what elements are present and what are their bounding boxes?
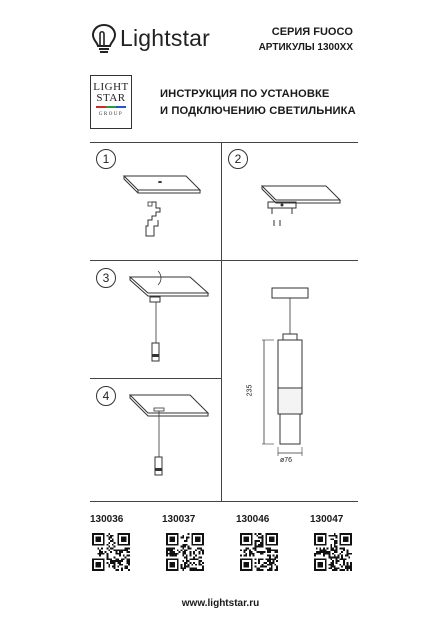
website-link[interactable]: www.lightstar.ru <box>181 598 260 609</box>
series-title: СЕРИЯ FUOCO <box>271 26 353 38</box>
dimensions-panel <box>222 261 358 501</box>
instruction-title-line1: ИНСТРУКЦИЯ ПО УСТАНОВКЕ <box>160 88 330 100</box>
qr-code-1[interactable] <box>92 533 130 571</box>
step-3-badge: 3 <box>96 268 116 288</box>
group-logo-line1: LIGHT <box>93 81 129 93</box>
step-3-illustration <box>90 261 221 378</box>
brand-name: Lightstar <box>120 25 211 51</box>
article-code-4: 130047 <box>310 514 344 525</box>
article-code-3: 130046 <box>236 514 270 525</box>
instruction-title <box>160 86 356 120</box>
step-3-panel <box>90 261 221 378</box>
group-logo-line3: GROUP <box>98 112 124 117</box>
qr-code-3[interactable] <box>240 533 278 571</box>
step-1-badge: 1 <box>96 149 116 169</box>
step-2-panel <box>222 142 358 260</box>
article-code-1: 130036 <box>90 514 124 525</box>
group-logo-line2: STAR <box>96 92 126 104</box>
step-2-badge: 2 <box>228 149 248 169</box>
articles-label: АРТИКУЛЫ 1300XX <box>258 42 353 53</box>
lightstar-group-logo <box>90 75 132 129</box>
step-1-panel <box>90 142 221 260</box>
grid-line-bottom <box>90 501 358 502</box>
pendant-dimension-drawing <box>222 261 358 501</box>
step-4-badge: 4 <box>96 386 116 406</box>
group-logo-color-bar <box>96 106 126 108</box>
step-1-illustration <box>90 142 221 260</box>
qr-code-4[interactable] <box>314 533 352 571</box>
qr-code-2[interactable] <box>166 533 204 571</box>
step-4-illustration <box>90 379 221 501</box>
lightstar-logo <box>90 22 260 56</box>
step-4-panel <box>90 379 221 501</box>
instruction-grid <box>90 142 358 502</box>
step-2-illustration <box>222 142 358 260</box>
height-dimension-label: 235 <box>246 384 254 397</box>
lightbulb-icon <box>90 22 118 56</box>
instruction-title-line2: И ПОДКЛЮЧЕНИЮ СВЕТИЛЬНИКА <box>160 105 356 117</box>
article-code-2: 130037 <box>162 514 196 525</box>
diameter-dimension-label: ø76 <box>280 457 293 464</box>
